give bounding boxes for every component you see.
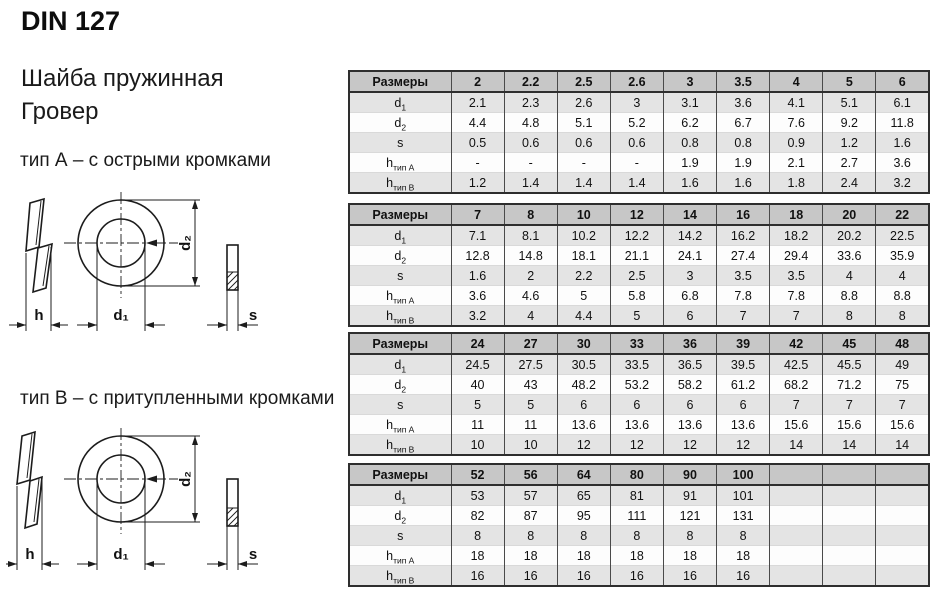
parameter-label: $d_1$: [349, 225, 451, 246]
value-cell: 2.1: [770, 153, 823, 173]
value-cell: 7: [770, 306, 823, 327]
value-cell: 5.1: [823, 92, 876, 113]
parameter-label: $d_2$: [349, 375, 451, 395]
value-cell: 3.2: [451, 306, 504, 327]
table-row: [349, 506, 929, 526]
value-cell: [770, 546, 823, 566]
value-cell: 13.6: [557, 415, 610, 435]
size-column-header: 2: [451, 71, 504, 92]
value-cell: [823, 526, 876, 546]
value-cell: [823, 546, 876, 566]
value-cell: 1.2: [451, 173, 504, 194]
table-row: [349, 485, 929, 506]
size-column-header: 100: [717, 464, 770, 485]
value-cell: 18: [610, 546, 663, 566]
value-cell: 8: [717, 526, 770, 546]
value-cell: 8: [451, 526, 504, 546]
s-label: s: [248, 307, 258, 324]
value-cell: 4.4: [557, 306, 610, 327]
value-cell: 16: [717, 566, 770, 587]
value-cell: 8: [823, 306, 876, 327]
value-cell: 1.6: [876, 133, 929, 153]
table-row: [349, 375, 929, 395]
slit-indicator: [146, 476, 164, 483]
size-column-header: 45: [823, 333, 876, 354]
value-cell: 2.4: [823, 173, 876, 194]
parameter-label: $h_{тип А}$: [349, 153, 451, 173]
value-cell: 95: [557, 506, 610, 526]
value-cell: 43: [504, 375, 557, 395]
parameter-label: $d_1$: [349, 92, 451, 113]
value-cell: 6.8: [663, 286, 716, 306]
value-cell: 3.2: [876, 173, 929, 194]
parameter-label: $h_{тип B}$: [349, 435, 451, 456]
cross-section-view: [227, 245, 238, 331]
value-cell: 14: [770, 435, 823, 456]
parameter-label: $h_{тип B}$: [349, 566, 451, 587]
value-cell: 1.6: [451, 266, 504, 286]
value-cell: 101: [717, 485, 770, 506]
table-row: [349, 395, 929, 415]
value-cell: 18: [451, 546, 504, 566]
table-header-row: [349, 71, 929, 92]
value-cell: 1.4: [557, 173, 610, 194]
size-column-header: 2.5: [557, 71, 610, 92]
value-cell: 82: [451, 506, 504, 526]
value-cell: 6: [610, 395, 663, 415]
value-cell: 6: [663, 395, 716, 415]
value-cell: 1.8: [770, 173, 823, 194]
size-column-header: 20: [823, 204, 876, 225]
value-cell: 7: [770, 395, 823, 415]
type-a-caption: тип А – с острыми кромками: [20, 150, 271, 171]
s-dimension: [207, 307, 258, 328]
size-column-header: 27: [504, 333, 557, 354]
d2-label: d₂: [177, 471, 194, 487]
size-column-header: 2.2: [504, 71, 557, 92]
size-column-header: 33: [610, 333, 663, 354]
value-cell: 6.7: [717, 113, 770, 133]
value-cell: -: [451, 153, 504, 173]
value-cell: 91: [663, 485, 716, 506]
value-cell: 5: [557, 286, 610, 306]
parameter-label: s: [349, 395, 451, 415]
value-cell: 0.9: [770, 133, 823, 153]
value-cell: 8: [504, 526, 557, 546]
parameter-label: s: [349, 526, 451, 546]
value-cell: [876, 485, 929, 506]
value-cell: 3.6: [876, 153, 929, 173]
value-cell: 2.1: [451, 92, 504, 113]
parameter-label: $h_{тип B}$: [349, 173, 451, 194]
value-cell: 1.4: [610, 173, 663, 194]
value-cell: 6: [717, 395, 770, 415]
value-cell: 131: [717, 506, 770, 526]
value-cell: 6.2: [663, 113, 716, 133]
value-cell: 81: [610, 485, 663, 506]
size-column-header: 6: [876, 71, 929, 92]
size-column-header: 64: [557, 464, 610, 485]
s-label: s: [248, 546, 258, 563]
table-row: [349, 415, 929, 435]
value-cell: 68.2: [770, 375, 823, 395]
value-cell: 7.1: [451, 225, 504, 246]
page-title: DIN 127: [21, 6, 121, 36]
value-cell: 121: [663, 506, 716, 526]
size-table-52-to-100: [348, 463, 930, 587]
value-cell: 1.4: [504, 173, 557, 194]
value-cell: 2.3: [504, 92, 557, 113]
value-cell: 33.5: [610, 354, 663, 375]
value-cell: [770, 485, 823, 506]
value-cell: 1.9: [717, 153, 770, 173]
size-column-header: 7: [451, 204, 504, 225]
table-row: [349, 173, 929, 194]
size-column-header: 5: [823, 71, 876, 92]
value-cell: 2.6: [557, 92, 610, 113]
value-cell: 18: [557, 546, 610, 566]
table-row: [349, 246, 929, 266]
value-cell: 75: [876, 375, 929, 395]
size-column-header: 80: [610, 464, 663, 485]
value-cell: [770, 506, 823, 526]
value-cell: 57: [504, 485, 557, 506]
table-row: [349, 266, 929, 286]
value-cell: 2: [504, 266, 557, 286]
value-cell: 14: [876, 435, 929, 456]
parameter-label: s: [349, 266, 451, 286]
parameter-label: $d_2$: [349, 246, 451, 266]
value-cell: 20.2: [823, 225, 876, 246]
value-cell: 35.9: [876, 246, 929, 266]
size-column-header: 8: [504, 204, 557, 225]
value-cell: 0.6: [504, 133, 557, 153]
value-cell: 71.2: [823, 375, 876, 395]
value-cell: [876, 506, 929, 526]
value-cell: 4.1: [770, 92, 823, 113]
value-cell: 1.6: [663, 173, 716, 194]
value-cell: 8.8: [876, 286, 929, 306]
value-cell: 48.2: [557, 375, 610, 395]
s-dimension: [207, 546, 258, 567]
value-cell: 12.8: [451, 246, 504, 266]
value-cell: 16.2: [717, 225, 770, 246]
value-cell: 3: [610, 92, 663, 113]
value-cell: [876, 526, 929, 546]
type-a-drawing: [6, 190, 296, 340]
value-cell: 58.2: [663, 375, 716, 395]
value-cell: [876, 566, 929, 587]
size-column-header: 2.6: [610, 71, 663, 92]
slit-indicator: [146, 240, 164, 247]
table-header-row: [349, 204, 929, 225]
value-cell: 11: [504, 415, 557, 435]
value-cell: 22.5: [876, 225, 929, 246]
value-cell: 4.6: [504, 286, 557, 306]
value-cell: 7: [876, 395, 929, 415]
value-cell: 4: [823, 266, 876, 286]
size-column-header: 90: [663, 464, 716, 485]
sizes-corner-header: Размеры: [349, 464, 451, 485]
size-column-header: 24: [451, 333, 504, 354]
sizes-corner-header: Размеры: [349, 71, 451, 92]
value-cell: 87: [504, 506, 557, 526]
value-cell: 12: [663, 435, 716, 456]
value-cell: 8.8: [823, 286, 876, 306]
type-b-caption: тип B – с притупленными кромками: [20, 388, 335, 409]
value-cell: 18: [504, 546, 557, 566]
value-cell: 24.1: [663, 246, 716, 266]
value-cell: 18.2: [770, 225, 823, 246]
subtitle-line-1: Шайба пружинная: [21, 65, 224, 92]
value-cell: 111: [610, 506, 663, 526]
value-cell: 4: [504, 306, 557, 327]
table-header-row: [349, 333, 929, 354]
value-cell: 4.4: [451, 113, 504, 133]
value-cell: 8.1: [504, 225, 557, 246]
value-cell: 14: [823, 435, 876, 456]
value-cell: 45.5: [823, 354, 876, 375]
front-view: [64, 192, 178, 298]
table-row: [349, 286, 929, 306]
value-cell: 0.5: [451, 133, 504, 153]
size-table-2-to-6: [348, 70, 930, 194]
value-cell: 5: [451, 395, 504, 415]
size-column-header: 14: [663, 204, 716, 225]
value-cell: 16: [557, 566, 610, 587]
value-cell: 3.6: [451, 286, 504, 306]
value-cell: 9.2: [823, 113, 876, 133]
value-cell: 12: [610, 435, 663, 456]
sizes-corner-header: Размеры: [349, 204, 451, 225]
size-column-header: 30: [557, 333, 610, 354]
table-row: [349, 153, 929, 173]
size-column-header: 18: [770, 204, 823, 225]
value-cell: 29.4: [770, 246, 823, 266]
value-cell: 16: [504, 566, 557, 587]
value-cell: 5.2: [610, 113, 663, 133]
value-cell: 53.2: [610, 375, 663, 395]
value-cell: -: [610, 153, 663, 173]
value-cell: [770, 526, 823, 546]
parameter-label: s: [349, 133, 451, 153]
table-row: [349, 354, 929, 375]
value-cell: 65: [557, 485, 610, 506]
value-cell: [876, 546, 929, 566]
parameter-label: $d_2$: [349, 113, 451, 133]
value-cell: 7: [717, 306, 770, 327]
value-cell: 12.2: [610, 225, 663, 246]
value-cell: 33.6: [823, 246, 876, 266]
size-column-header: [823, 464, 876, 485]
d1-label: d₁: [113, 307, 129, 324]
value-cell: 7.8: [770, 286, 823, 306]
size-column-header: 42: [770, 333, 823, 354]
table-row: [349, 526, 929, 546]
value-cell: 7: [823, 395, 876, 415]
value-cell: -: [504, 153, 557, 173]
size-column-header: 3: [663, 71, 716, 92]
value-cell: 3.5: [770, 266, 823, 286]
d1-label: d₁: [113, 546, 129, 563]
value-cell: 15.6: [876, 415, 929, 435]
size-table-24-to-48: [348, 332, 930, 456]
value-cell: 16: [610, 566, 663, 587]
value-cell: 14.8: [504, 246, 557, 266]
value-cell: [770, 566, 823, 587]
value-cell: 27.4: [717, 246, 770, 266]
value-cell: 0.8: [663, 133, 716, 153]
size-column-header: 4: [770, 71, 823, 92]
sizes-corner-header: Размеры: [349, 333, 451, 354]
value-cell: 1.6: [717, 173, 770, 194]
parameter-label: $d_1$: [349, 354, 451, 375]
table-row: [349, 225, 929, 246]
value-cell: 8: [557, 526, 610, 546]
value-cell: 39.5: [717, 354, 770, 375]
value-cell: 3: [663, 266, 716, 286]
size-column-header: 3.5: [717, 71, 770, 92]
value-cell: 18: [663, 546, 716, 566]
value-cell: 24.5: [451, 354, 504, 375]
table-row: [349, 435, 929, 456]
h-dimension: [9, 307, 68, 328]
value-cell: 36.5: [663, 354, 716, 375]
value-cell: 4.8: [504, 113, 557, 133]
value-cell: 61.2: [717, 375, 770, 395]
parameter-label: $h_{тип А}$: [349, 286, 451, 306]
size-column-header: 39: [717, 333, 770, 354]
size-column-header: 52: [451, 464, 504, 485]
d2-label: d₂: [177, 235, 194, 251]
size-column-header: [876, 464, 929, 485]
table-row: [349, 566, 929, 587]
value-cell: [823, 566, 876, 587]
value-cell: 53: [451, 485, 504, 506]
table-row: [349, 133, 929, 153]
h-label: h: [25, 546, 35, 563]
value-cell: 1.9: [663, 153, 716, 173]
value-cell: 0.6: [557, 133, 610, 153]
value-cell: 16: [451, 566, 504, 587]
size-column-header: 36: [663, 333, 716, 354]
table-row: [349, 113, 929, 133]
value-cell: 21.1: [610, 246, 663, 266]
subtitle-line-2: Гровер: [21, 98, 99, 125]
value-cell: [823, 506, 876, 526]
value-cell: 2.7: [823, 153, 876, 173]
size-column-header: 56: [504, 464, 557, 485]
value-cell: 6: [663, 306, 716, 327]
value-cell: 12: [557, 435, 610, 456]
value-cell: 18.1: [557, 246, 610, 266]
type-b-drawing: [6, 424, 296, 579]
parameter-label: $d_2$: [349, 506, 451, 526]
value-cell: 15.6: [770, 415, 823, 435]
parameter-label: $h_{тип А}$: [349, 415, 451, 435]
value-cell: 5: [610, 306, 663, 327]
value-cell: 3.1: [663, 92, 716, 113]
front-view: [64, 428, 178, 534]
size-table-7-to-22: [348, 203, 930, 327]
value-cell: 5: [504, 395, 557, 415]
table-row: [349, 546, 929, 566]
value-cell: 10: [451, 435, 504, 456]
value-cell: 13.6: [663, 415, 716, 435]
value-cell: 10: [504, 435, 557, 456]
value-cell: 7.8: [717, 286, 770, 306]
value-cell: 0.6: [610, 133, 663, 153]
h-dimension: [6, 546, 59, 567]
cross-section-view: [227, 479, 238, 570]
value-cell: [823, 485, 876, 506]
value-cell: 40: [451, 375, 504, 395]
table-row: [349, 306, 929, 327]
size-column-header: [770, 464, 823, 485]
size-column-header: 16: [717, 204, 770, 225]
value-cell: 30.5: [557, 354, 610, 375]
value-cell: 42.5: [770, 354, 823, 375]
value-cell: 8: [610, 526, 663, 546]
table-row: [349, 92, 929, 113]
h-label: h: [34, 307, 44, 324]
value-cell: 2.5: [610, 266, 663, 286]
value-cell: 2.2: [557, 266, 610, 286]
subtitle: [21, 62, 224, 128]
value-cell: 3.5: [717, 266, 770, 286]
size-column-header: 12: [610, 204, 663, 225]
value-cell: 11: [451, 415, 504, 435]
parameter-label: $h_{тип B}$: [349, 306, 451, 327]
size-column-header: 48: [876, 333, 929, 354]
size-column-header: 22: [876, 204, 929, 225]
value-cell: 13.6: [610, 415, 663, 435]
value-cell: -: [557, 153, 610, 173]
value-cell: 13.6: [717, 415, 770, 435]
value-cell: 15.6: [823, 415, 876, 435]
value-cell: 12: [717, 435, 770, 456]
size-column-header: 10: [557, 204, 610, 225]
value-cell: 8: [663, 526, 716, 546]
value-cell: 6.1: [876, 92, 929, 113]
value-cell: 27.5: [504, 354, 557, 375]
value-cell: 11.8: [876, 113, 929, 133]
table-header-row: [349, 464, 929, 485]
value-cell: 6: [557, 395, 610, 415]
value-cell: 1.2: [823, 133, 876, 153]
value-cell: 49: [876, 354, 929, 375]
value-cell: 5.1: [557, 113, 610, 133]
value-cell: 18: [717, 546, 770, 566]
value-cell: 4: [876, 266, 929, 286]
value-cell: 16: [663, 566, 716, 587]
value-cell: 5.8: [610, 286, 663, 306]
parameter-label: $h_{тип А}$: [349, 546, 451, 566]
parameter-label: $d_1$: [349, 485, 451, 506]
value-cell: 14.2: [663, 225, 716, 246]
value-cell: 8: [876, 306, 929, 327]
value-cell: 7.6: [770, 113, 823, 133]
value-cell: 3.6: [717, 92, 770, 113]
value-cell: 0.8: [717, 133, 770, 153]
value-cell: 10.2: [557, 225, 610, 246]
